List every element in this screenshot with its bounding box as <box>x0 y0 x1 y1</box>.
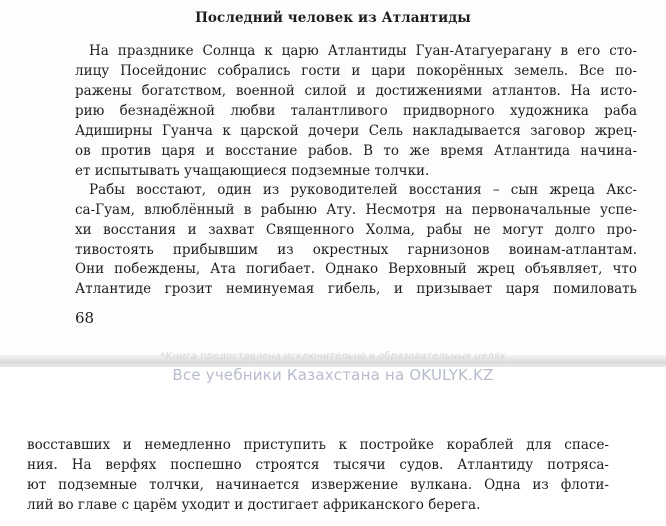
text-line: са-Гуам, влюблённый в рабыню Ату. Несмотря на первоначальные успе- <box>75 202 637 218</box>
text-line: восставших и немедленно приступить к постройке кораблей для спасе- <box>27 437 609 453</box>
text-line: лий во главе с царём уходит и достигает африканского берега. <box>27 497 481 513</box>
text-line: Рабы восстают, один из руководителей восстания – сын жреца Акс- <box>89 182 637 198</box>
text-line: ражены богатством, военной силой и достижениями атлантов. На исто- <box>75 83 637 99</box>
text-line: лицу Посейдонис собрались гости и цари покорённых земель. Все по- <box>75 63 637 79</box>
text-line: ет испытывать учащающиеся подземные толчки. <box>75 163 430 179</box>
watermark-notice-small: *Книга предоставлена исключительно в образовательных целях <box>160 351 506 362</box>
watermark-notice-big: Все учебники Казахстана на OKULYK.KZ <box>172 366 494 384</box>
text-line: Адиширны Гуанча к царской дочери Сель накладывается заговор жрец- <box>75 123 637 139</box>
chapter-title: Последний человек из Атлантиды <box>195 10 471 26</box>
text-line: тивостоять прибывшим из окрестных гарнизонов воинам-атлантам. <box>75 242 637 258</box>
text-line: Они побеждены, Ата погибает. Однако Верховный жрец объявляет, что <box>75 261 637 277</box>
text-line: ния. На верфях поспешно строятся тысячи судов. Атлантиду потряса- <box>27 457 609 473</box>
text-line: Атлантиде грозит неминуемая гибель, и призывает царя помиловать <box>75 281 637 297</box>
text-line: хи восстания и захват Священного Холма, рабы не могут долго про- <box>75 222 637 238</box>
text-line: ов против царя и восстание рабов. В то же время Атлантида начина- <box>75 143 637 159</box>
text-line: ют подземные толчки, начинается извержение вулкана. Одна из флоти- <box>27 477 609 493</box>
text-line: рию безнадёжной любви талантливого придворного художника раба <box>75 103 637 119</box>
page-number: 68 <box>75 309 95 327</box>
text-line: На празднике Солнца к царю Атлантиды Гуан-Атагуерагану в его сто- <box>89 43 637 59</box>
